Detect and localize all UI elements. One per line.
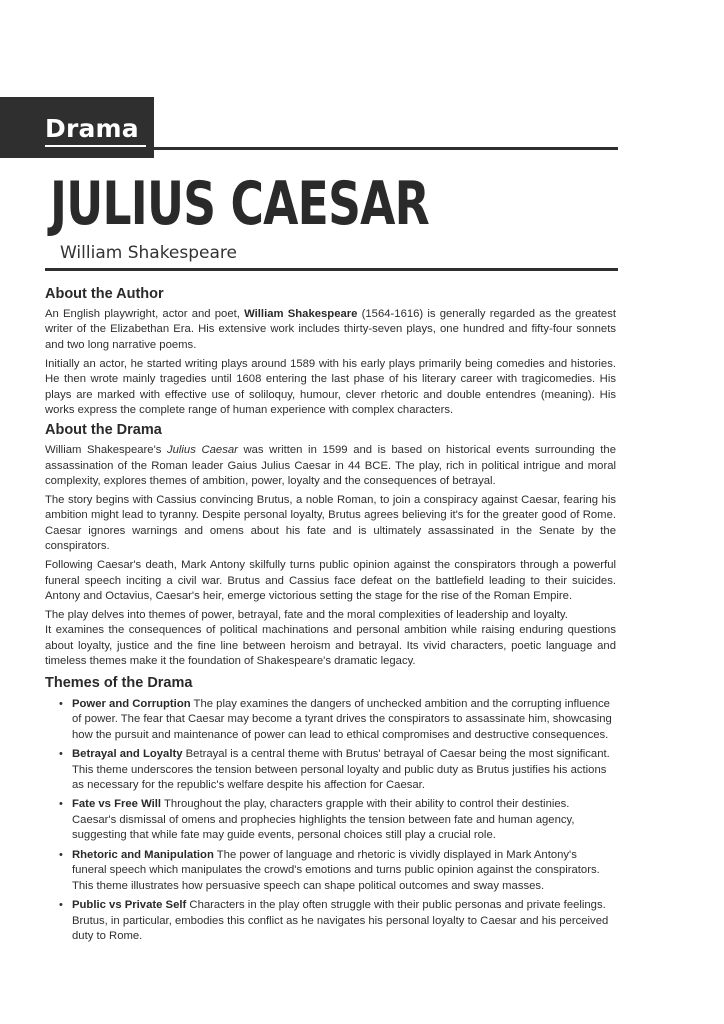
- themes-heading: Themes of the Drama: [45, 674, 193, 691]
- list-item: [45, 797, 616, 844]
- list-item: [45, 898, 616, 945]
- bullet-icon: •: [59, 798, 63, 811]
- header-rule-top: [154, 147, 618, 150]
- theme-title: Public vs Private Self: [72, 899, 187, 912]
- theme-text: Characters in the play often struggle with their public personas and private feelings. Brutus, in particular, embodies this conflict as he navigates his personal loyalty to Caesar and his perceived duty to Rome.: [72, 899, 609, 943]
- about-drama-paragraph-4: The play delves into themes of power, betrayal, fate and the moral complexities of leadership and loyalty.: [45, 608, 568, 621]
- text-run: (1564-1616) is generally regarded as the greatest writer of the Elizabethan Era. His extensive work includes thirty-seven plays, one hundred and fifty-four sonnets and two long narrative poems.: [45, 308, 617, 351]
- theme-title: Rhetoric and Manipulation: [72, 848, 214, 861]
- about-drama-heading: About the Drama: [45, 422, 162, 439]
- theme-text: The play examines the dangers of unchecked ambition and the corrupting influence of power. The fear that Caesar may become a tyrant drives the conspirators to assassinate him, showcasing how the pursuit and maintenance of power can lead to ethical compromises and destructive consequences.: [72, 697, 612, 741]
- bullet-icon: •: [59, 848, 63, 861]
- about-drama-paragraph-2: The story begins with Cassius convincing Brutus, a noble Roman, to join a conspiracy against Caesar, fearing his ambition might lead to tyranny. Despite personal loyalty, Brutus agrees believing it's for the greater good of Rome. Caesar ignores warnings and omens about his fate and is ultimately assassinated in the Senate by the conspirators.: [45, 494, 616, 553]
- theme-text: The power of language and rhetoric is vividly displayed in Mark Antony's funeral speech which manipulates the crowd's emotions and turns public opinion against the conspirators. This theme illustrates how persuasive speech can shape political outcomes and sway masses.: [72, 848, 600, 892]
- text-run: was written in 1599 and is based on historical events surrounding the assassination of the Roman leader Gaius Julius Caesar in 44 BCE. The play, rich in political intrigue and moral complexity, explores themes of ambition, power, loyalty and the consequences of betrayal.: [45, 444, 616, 488]
- theme-text: Betrayal is a central theme with Brutus' betrayal of Caesar being the most significant. This theme underscores the tension between personal loyalty and public duty as Brutus justifies his actions as necessary for the republic's welfare despite his affection for Caesar.: [72, 747, 610, 792]
- author-name: William Shakespeare: [60, 243, 237, 263]
- themes-list: [45, 697, 616, 945]
- list-item: [45, 747, 616, 794]
- section-tag: Drama: [45, 114, 139, 143]
- about-drama-paragraph-5: It examines the consequences of political machinations and personal ambition while raising enduring questions about loyalty, justice and the fine line between heroism and betrayal. Its vivid characters, poetic language and timeless themes make it the foundation of Shakespeare's dramatic legacy.: [45, 624, 616, 668]
- list-item: [45, 697, 616, 744]
- about-author-paragraph-1: [45, 307, 616, 353]
- bullet-icon: •: [59, 747, 63, 760]
- text-run: An English playwright, actor and poet,: [45, 308, 245, 320]
- main-content: [45, 285, 616, 948]
- theme-title: Betrayal and Loyalty: [72, 747, 183, 760]
- theme-title: Fate vs Free Will: [72, 798, 162, 811]
- text-run: William Shakespeare's: [45, 444, 167, 457]
- about-drama-paragraph-1: [45, 443, 616, 489]
- about-author-heading: About the Author: [45, 286, 164, 302]
- page-title: JULIUS CAESAR: [50, 169, 430, 239]
- theme-text: Throughout the play, characters grapple with their ability to control their destinies. Caesar's dismissal of omens and prophecies highlights the tension between fate and human agency, suggesting that while fate may guide events, personal choices still play a crucial role.: [72, 798, 575, 842]
- about-drama-paragraph-3: Following Caesar's death, Mark Antony skilfully turns public opinion against the conspirators through a powerful funeral speech inciting a civil war. Brutus and Cassius face defeat on the battlefield leading to their suicides. Antony and Octavius, Caesar's heir, emerge victorious setting the stage for the rise of the Roman Empire.: [45, 559, 616, 602]
- play-title-italic: Julius Caesar: [166, 444, 238, 457]
- bullet-icon: •: [59, 899, 63, 912]
- header-rule-bottom: [45, 268, 618, 271]
- section-tag-underline: [45, 145, 146, 147]
- about-author-paragraph-2: Initially an actor, he started writing plays around 1589 with his early plays primarily being comedies and histories. He then wrote mainly tragedies until 1608 entering the last phase of his literary career with tragicomedies. His plays are marked with effective use of soliloquy, humour, clever rhetoric and double entendres (meaning). His works express the complete range of human experience with complex characters.: [45, 357, 616, 416]
- theme-title: Power and Corruption: [72, 697, 191, 710]
- bullet-icon: •: [59, 697, 63, 710]
- author-name-bold: William Shakespeare: [244, 308, 358, 320]
- list-item: [45, 848, 616, 895]
